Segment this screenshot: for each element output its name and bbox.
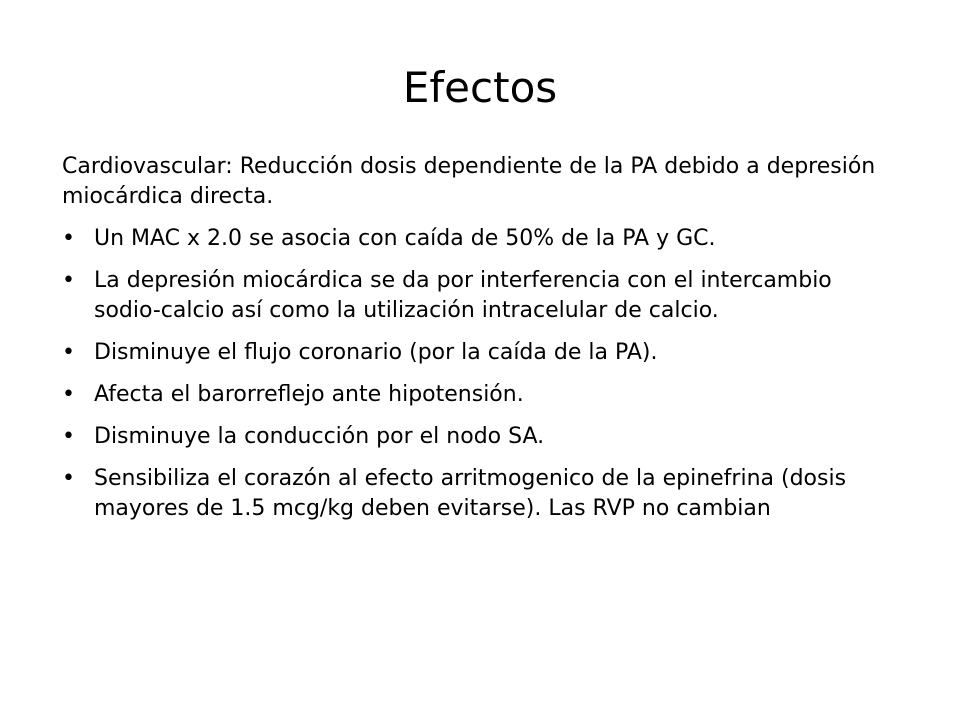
bullet-item <box>62 422 902 452</box>
bullet-icon: • <box>62 340 75 365</box>
bullet-icon: • <box>62 268 75 293</box>
bullet-list <box>62 224 902 524</box>
bullet-text: Un MAC x 2.0 se asocia con caída de 50% de la PA y GC. <box>94 226 716 251</box>
slide-body <box>62 152 902 536</box>
bullet-text: Disminuye el flujo coronario (por la caída de la PA). <box>94 340 658 365</box>
intro-paragraph: Cardiovascular: Reducción dosis dependiente de la PA debido a depresión miocárdica directa. <box>62 154 876 209</box>
bullet-item <box>62 464 902 524</box>
bullet-item <box>62 380 902 410</box>
bullet-text: Disminuye la conducción por el nodo SA. <box>94 424 545 449</box>
bullet-text: Sensibiliza el corazón al efecto arritmogenico de la epinefrina (dosis mayores de 1.5 mcg/kg deben evitarse). Las RVP no cambian <box>94 466 847 521</box>
bullet-text: Afecta el barorreflejo ante hipotensión. <box>94 382 524 407</box>
bullet-item <box>62 338 902 368</box>
bullet-item <box>62 266 902 326</box>
bullet-text: La depresión miocárdica se da por interferencia con el intercambio sodio-calcio así como la utilización intracelular de calcio. <box>94 268 832 323</box>
bullet-icon: • <box>62 382 75 407</box>
slide-title: Efectos <box>402 63 558 112</box>
bullet-icon: • <box>62 424 75 449</box>
bullet-item <box>62 224 902 254</box>
bullet-icon: • <box>62 226 75 251</box>
bullet-icon: • <box>62 466 75 491</box>
